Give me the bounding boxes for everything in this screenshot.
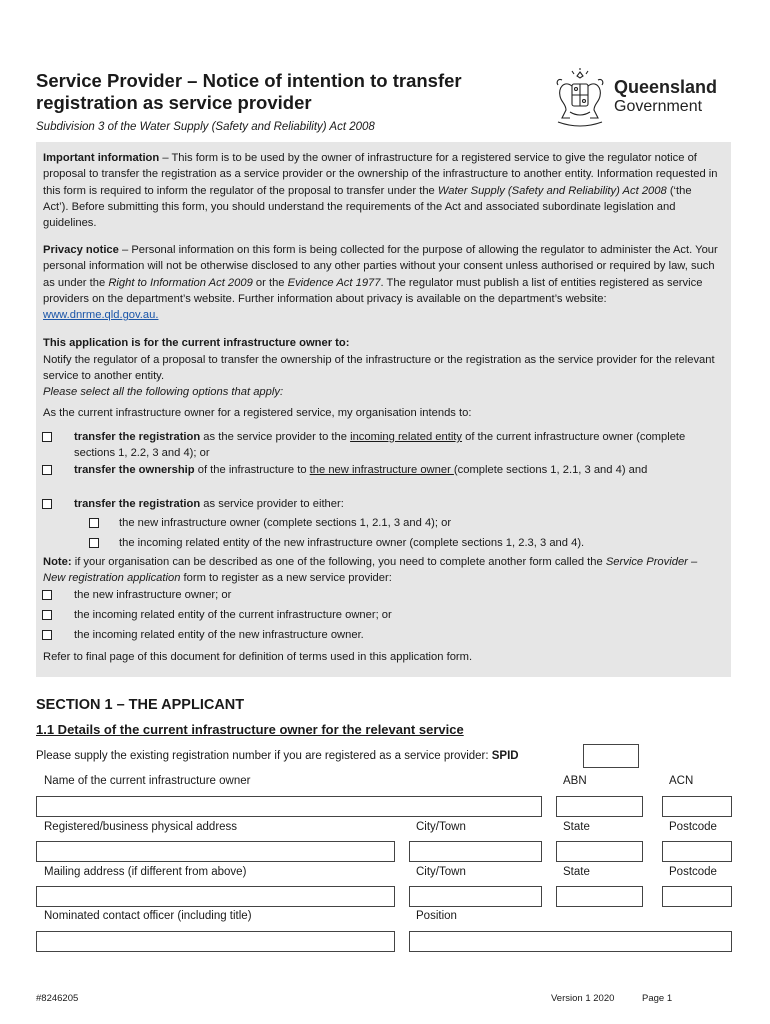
contact-officer-field[interactable] <box>36 931 395 952</box>
option-transfer-registration-either: transfer the registration as service provider to either: <box>74 498 344 510</box>
page-number: Page 1 <box>642 993 673 1004</box>
section-1-title: SECTION 1 – THE APPLICANT <box>36 697 245 713</box>
address-field[interactable] <box>36 841 395 862</box>
abn-field[interactable] <box>556 796 643 817</box>
application-text: Notify the regulator of a proposal to transfer the ownership of the infrastructure or the registration as the service provider for the relevant service to another entity. <box>43 354 715 383</box>
mailing-state-field[interactable] <box>556 886 643 907</box>
document-id: #8246205 <box>36 993 79 1004</box>
refer-definitions: Refer to final page of this document for definition of terms used in this application form. <box>43 651 473 663</box>
mailing-state-label: State <box>563 866 590 878</box>
note-new-owner: the new infrastructure owner; or <box>74 589 232 601</box>
spid-input[interactable] <box>583 744 639 768</box>
mailing-address-label: Mailing address (if different from above) <box>44 866 247 878</box>
select-instruction: Please select all the following options that apply: <box>43 386 284 398</box>
state-field[interactable] <box>556 841 643 862</box>
mailing-address-field[interactable] <box>36 886 395 907</box>
state-label: State <box>563 821 590 833</box>
section-1-1-title: 1.1 Details of the current infrastructure owner for the relevant service <box>36 722 464 737</box>
position-label: Position <box>416 910 457 922</box>
mailing-postcode-field[interactable] <box>662 886 732 907</box>
postcode-label: Postcode <box>669 821 717 833</box>
postcode-field[interactable] <box>662 841 732 862</box>
note-related-new: the incoming related entity of the new infrastructure owner. <box>74 629 364 641</box>
option-transfer-ownership-checkbox[interactable] <box>42 465 52 475</box>
suboption-new-owner: the new infrastructure owner (complete sections 1, 2.1, 3 and 4); or <box>119 517 452 529</box>
option-transfer-ownership: transfer the ownership of the infrastructure to the new infrastructure owner (complete sections 1, 2.1, 3 and 4) and <box>74 464 648 476</box>
department-website-link[interactable]: www.dnrme.qld.gov.au. <box>43 309 159 322</box>
abn-label: ABN <box>563 775 587 787</box>
logo-sub: Government <box>614 98 703 115</box>
address-label: Registered/business physical address <box>44 821 238 833</box>
suboption-related-entity: the incoming related entity of the new infrastructure owner (complete sections 1, 2.3, 3 and 4). <box>119 537 585 549</box>
owner-name-field[interactable] <box>36 796 542 817</box>
option-transfer-registration-related-checkbox[interactable] <box>42 432 52 442</box>
mailing-postcode-label: Postcode <box>669 866 717 878</box>
suboption-new-owner-checkbox[interactable] <box>89 518 99 528</box>
act-subtitle: Subdivision 3 of the Water Supply (Safety and Reliability) Act 2008 <box>36 121 375 133</box>
important-information: Important information – This form is to be used by the owner of infrastructure for a registered service to give the regulator notice of proposal to transfer the registration as a service provider or the ownership of the infrastructure to another entity. Information requested in this form is required to inform the regulator of the proposal to transfer under the Water Supply (Safety and Reliability) Act 2008 (‘the Act’). Before submitting this form, you should understand the requirements of the Act and associated subordinate legislation and guidelines. <box>43 152 718 230</box>
note-text: Note: if your organisation can be described as one of the following, you need to complete another form called the Service Provider – New registration application form to register as a new service provider: <box>43 556 698 585</box>
note-related-current: the incoming related entity of the current infrastructure owner; or <box>74 609 392 621</box>
note-related-new-checkbox[interactable] <box>42 630 52 640</box>
option-transfer-registration-either-checkbox[interactable] <box>42 499 52 509</box>
owner-name-label: Name of the current infrastructure owner <box>44 775 251 787</box>
suboption-related-entity-checkbox[interactable] <box>89 538 99 548</box>
mailing-city-field[interactable] <box>409 886 542 907</box>
coat-of-arms-icon <box>552 68 608 130</box>
privacy-notice: Privacy notice – Personal information on this form is being collected for the purpose of allowing the regulator to administer the Act. Your personal information will not be otherwise disclosed to any other parties without your consent unless authorised or required by law, such as under the Right to Information Act 2009 or the Evidence Act 1977. The regulator must publish a list of entities registered as service providers on the department’s website. Further information about privacy is available on the department’s website: www.dnrme.qld.gov.au. <box>43 244 718 322</box>
city-field[interactable] <box>409 841 542 862</box>
position-field[interactable] <box>409 931 732 952</box>
city-label: City/Town <box>416 821 466 833</box>
mailing-city-label: City/Town <box>416 866 466 878</box>
application-heading: This application is for the current infrastructure owner to: <box>43 337 350 349</box>
note-new-owner-checkbox[interactable] <box>42 590 52 600</box>
page-title: Service Provider – Notice of intention to transfer registration as service provider <box>36 70 462 113</box>
contact-officer-label: Nominated contact officer (including title) <box>44 910 252 922</box>
acn-field[interactable] <box>662 796 732 817</box>
intends-text: As the current infrastructure owner for a registered service, my organisation intends to: <box>43 407 472 419</box>
spid-prompt: Please supply the existing registration number if you are registered as a service provider: SPID <box>36 750 519 762</box>
logo-name: Queensland <box>614 77 718 97</box>
queensland-government-logo <box>552 68 727 130</box>
version-text: Version 1 2020 <box>551 993 615 1004</box>
note-related-current-checkbox[interactable] <box>42 610 52 620</box>
acn-label: ACN <box>669 775 694 787</box>
option-transfer-registration-related: transfer the registration as the service provider to the incoming related entity of the current infrastructure owner (complete sections 1, 2.2, 3 and 4); or <box>74 431 686 460</box>
